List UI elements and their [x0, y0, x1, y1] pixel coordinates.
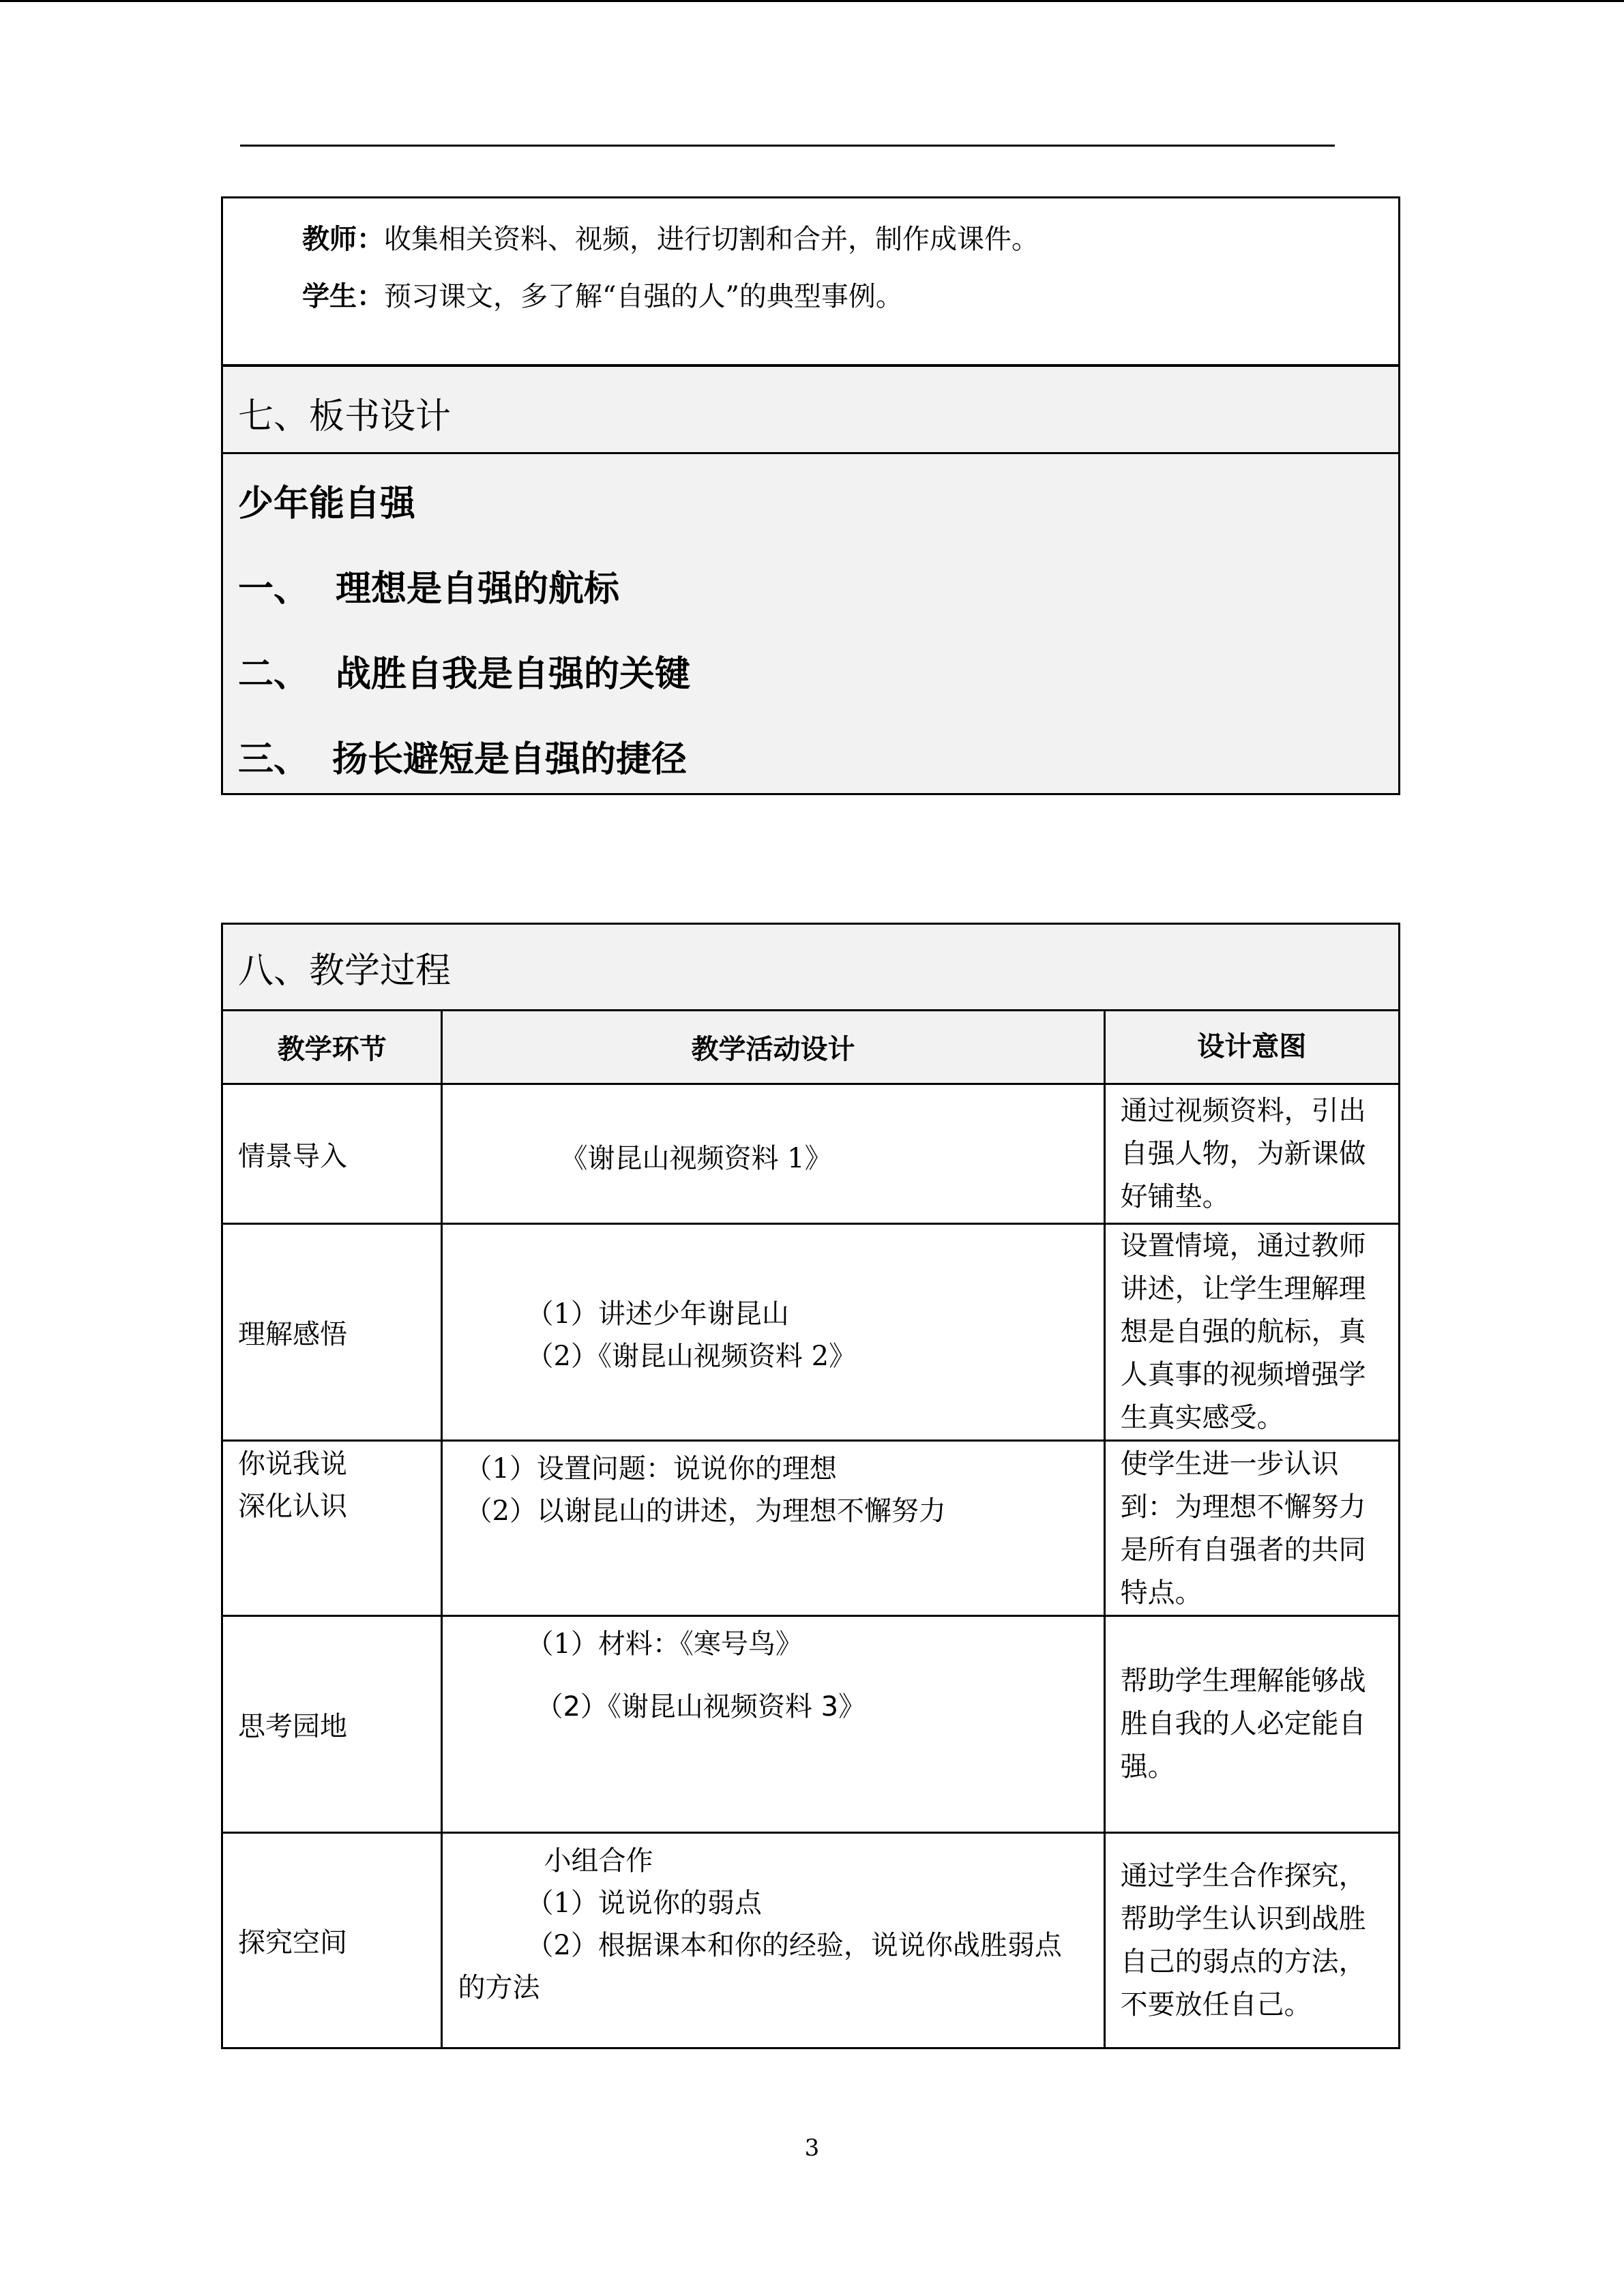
intent-line: 设置情境，通过教师 — [1120, 1230, 1366, 1262]
intent-line: 自己的弱点的方法， — [1120, 1945, 1366, 1978]
process-heading: 八、教学过程 — [238, 950, 452, 992]
activity-line: 《谢昆山视频资料 1》 — [560, 1143, 832, 1174]
intent-line: 好铺垫。 — [1120, 1180, 1230, 1212]
activity-cell — [442, 1224, 1104, 1441]
activity-line: 的方法 — [458, 1972, 540, 2003]
student-label: 学生： — [302, 281, 384, 312]
table-row — [222, 1833, 1400, 2048]
student-text: 预习课文，多了解“自强的人”的典型事例。 — [384, 281, 903, 312]
table-row — [222, 1084, 1400, 1224]
intent-line: 帮助学生认识到战胜 — [1120, 1903, 1366, 1935]
intent-line: 帮助学生理解能够战 — [1120, 1665, 1366, 1697]
board-point-text: 战胜自我是自强的关键 — [336, 654, 691, 695]
stage-cell — [222, 1616, 442, 1833]
header-rule — [240, 145, 1335, 147]
teacher-label: 教师： — [302, 224, 384, 255]
intent-line: 到：为理想不懈努力 — [1120, 1491, 1366, 1523]
process-title-cell — [222, 924, 1400, 1011]
intent-line: 生真实感受。 — [1120, 1402, 1284, 1433]
activity-line: （2）《谢昆山视频资料 2》 — [526, 1341, 857, 1372]
activity-line: （2）以谢昆山的讲述，为理想不懈努力 — [464, 1495, 946, 1527]
board-design-heading: 七、板书设计 — [238, 396, 452, 437]
teacher-line — [302, 218, 1039, 256]
intent-cell — [1104, 1616, 1399, 1833]
intent-line: 通过视频资料，引出 — [1120, 1094, 1366, 1127]
stage-text: 情景导入 — [238, 1140, 347, 1172]
board-design-box — [221, 365, 1400, 795]
activity-line: （1）说说你的弱点 — [526, 1888, 762, 1919]
column-header-intent: 设计意图 — [1104, 1011, 1399, 1084]
intent-line: 自强人物，为新课做 — [1120, 1137, 1366, 1169]
activity-cell — [442, 1833, 1104, 2048]
teaching-process-table — [221, 923, 1400, 2049]
activity-line: （1）材料：《寒号鸟》 — [526, 1628, 803, 1660]
board-point-number: 二、 — [238, 654, 310, 695]
intent-cell — [1104, 1084, 1399, 1224]
intent-line: 强。 — [1120, 1751, 1175, 1783]
preparation-box — [221, 196, 1400, 366]
table-row — [222, 1224, 1400, 1441]
table-row — [222, 1441, 1400, 1616]
intent-cell — [1104, 1441, 1399, 1616]
intent-line: 胜自我的人必定能自 — [1120, 1708, 1366, 1740]
board-point-text: 扬长避短是自强的捷径 — [332, 739, 688, 780]
board-point-text: 理想是自强的航标 — [336, 569, 620, 610]
intent-cell — [1104, 1224, 1399, 1441]
board-title: 少年能自强 — [238, 483, 416, 524]
activity-cell — [442, 1084, 1104, 1224]
teacher-text: 收集相关资料、视频，进行切割和合并，制作成课件。 — [384, 224, 1039, 255]
activity-line: 小组合作 — [544, 1845, 653, 1877]
student-line — [302, 275, 903, 314]
board-design-header — [223, 367, 1398, 454]
stage-text: 理解感悟 — [238, 1319, 347, 1350]
column-header-activity: 教学活动设计 — [442, 1011, 1104, 1084]
page-number: 3 — [804, 2134, 820, 2162]
activity-cell — [442, 1616, 1104, 1833]
activity-line: （1）设置问题：说说你的理想 — [464, 1453, 837, 1485]
intent-line: 特点。 — [1120, 1577, 1202, 1609]
intent-line: 不要放任自己。 — [1120, 1988, 1312, 2021]
board-point-number: 一、 — [238, 569, 310, 610]
activity-line: （1）讲述少年谢昆山 — [526, 1298, 789, 1330]
intent-line: 使学生进一步认识 — [1120, 1448, 1339, 1480]
activity-line: （2）根据课本和你的经验，说说你战胜弱点 — [526, 1930, 1062, 1961]
board-point-number: 三、 — [238, 739, 310, 780]
stage-cell — [222, 1833, 442, 2048]
stage-cell — [222, 1441, 442, 1616]
table-row — [222, 1616, 1400, 1833]
stage-text: 思考园地 — [238, 1711, 347, 1742]
intent-line: 是所有自强者的共同 — [1120, 1534, 1366, 1566]
intent-line: 人真事的视频增强学 — [1120, 1359, 1366, 1390]
stage-text: 深化认识 — [238, 1491, 347, 1522]
page-top-border — [0, 0, 1624, 2]
stage-cell — [222, 1084, 442, 1224]
activity-cell — [442, 1441, 1104, 1616]
intent-line: 想是自强的航标，真 — [1120, 1316, 1366, 1347]
stage-text: 探究空间 — [238, 1927, 347, 1958]
intent-line: 讲述，让学生理解理 — [1120, 1273, 1366, 1304]
activity-line: （2）《谢昆山视频资料 3》 — [535, 1691, 866, 1723]
column-header-stage: 教学环节 — [222, 1011, 442, 1084]
intent-cell — [1104, 1833, 1399, 2048]
stage-cell — [222, 1224, 442, 1441]
intent-line: 通过学生合作探究， — [1120, 1860, 1366, 1892]
stage-text: 你说我说 — [238, 1448, 347, 1480]
